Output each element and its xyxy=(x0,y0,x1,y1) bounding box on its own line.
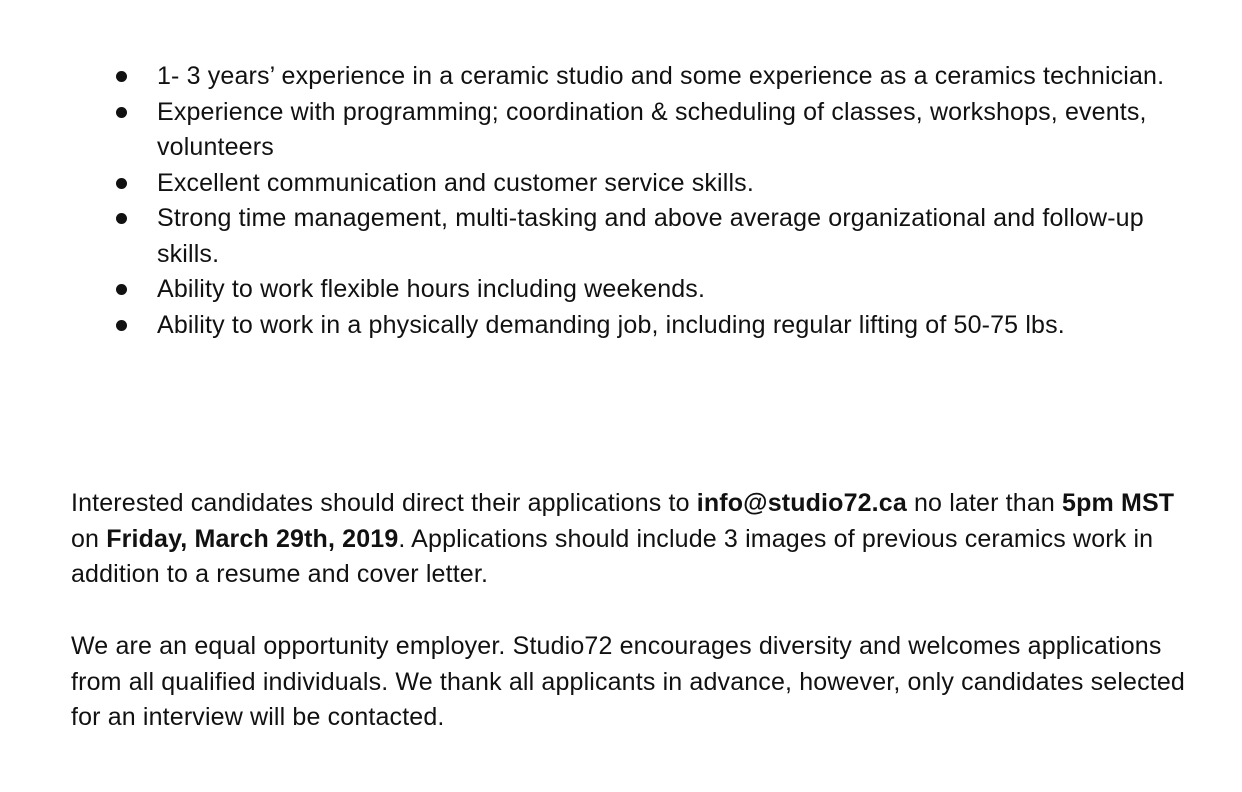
requirement-text: Ability to work flexible hours including weekends. xyxy=(157,275,706,303)
application-email: info@studio72.ca xyxy=(696,489,907,517)
requirement-item xyxy=(112,201,1202,272)
requirement-text: Strong time management, multi-tasking and above average organizational and follow-up skills. xyxy=(157,204,1144,268)
application-instructions xyxy=(71,486,1206,593)
bullet-icon xyxy=(116,320,127,331)
requirement-item xyxy=(112,59,1202,95)
equal-opportunity-statement: We are an equal opportunity employer. Studio72 encourages diversity and welcomes applications from all qualified individuals. We thank all applicants in advance, however, only candidates selected for an interview will be contacted. xyxy=(71,632,1185,731)
requirement-text: Experience with programming; coordination & scheduling of classes, workshops, events, volunteers xyxy=(157,97,1147,161)
application-text: . Applications should include 3 images of previous ceramics work in addition to a resume and cover letter. xyxy=(71,524,1154,588)
requirement-text: Ability to work in a physically demanding job, including regular lifting of 50-75 lbs. xyxy=(157,310,1065,339)
application-text: on xyxy=(71,524,107,553)
requirement-item xyxy=(112,308,1202,344)
requirement-text: 1- 3 years’ experience in a ceramic studio and some experience as a ceramics technician. xyxy=(157,62,1165,90)
requirement-item xyxy=(112,272,1202,308)
requirement-text: Excellent communication and customer service skills. xyxy=(157,168,754,197)
bullet-icon xyxy=(116,71,127,82)
application-text: no later than xyxy=(906,489,1063,517)
application-deadline-date: Friday, March 29th, 2019 xyxy=(106,524,399,553)
requirements-list xyxy=(112,59,1202,343)
bullet-icon xyxy=(116,213,127,224)
application-text: Interested candidates should direct their applications to xyxy=(71,489,697,517)
application-deadline-time: 5pm MST xyxy=(1062,489,1175,517)
requirement-item xyxy=(112,95,1202,166)
bullet-icon xyxy=(116,107,127,118)
bullet-icon xyxy=(116,284,127,295)
requirement-item xyxy=(112,166,1202,202)
bullet-icon xyxy=(116,178,127,189)
